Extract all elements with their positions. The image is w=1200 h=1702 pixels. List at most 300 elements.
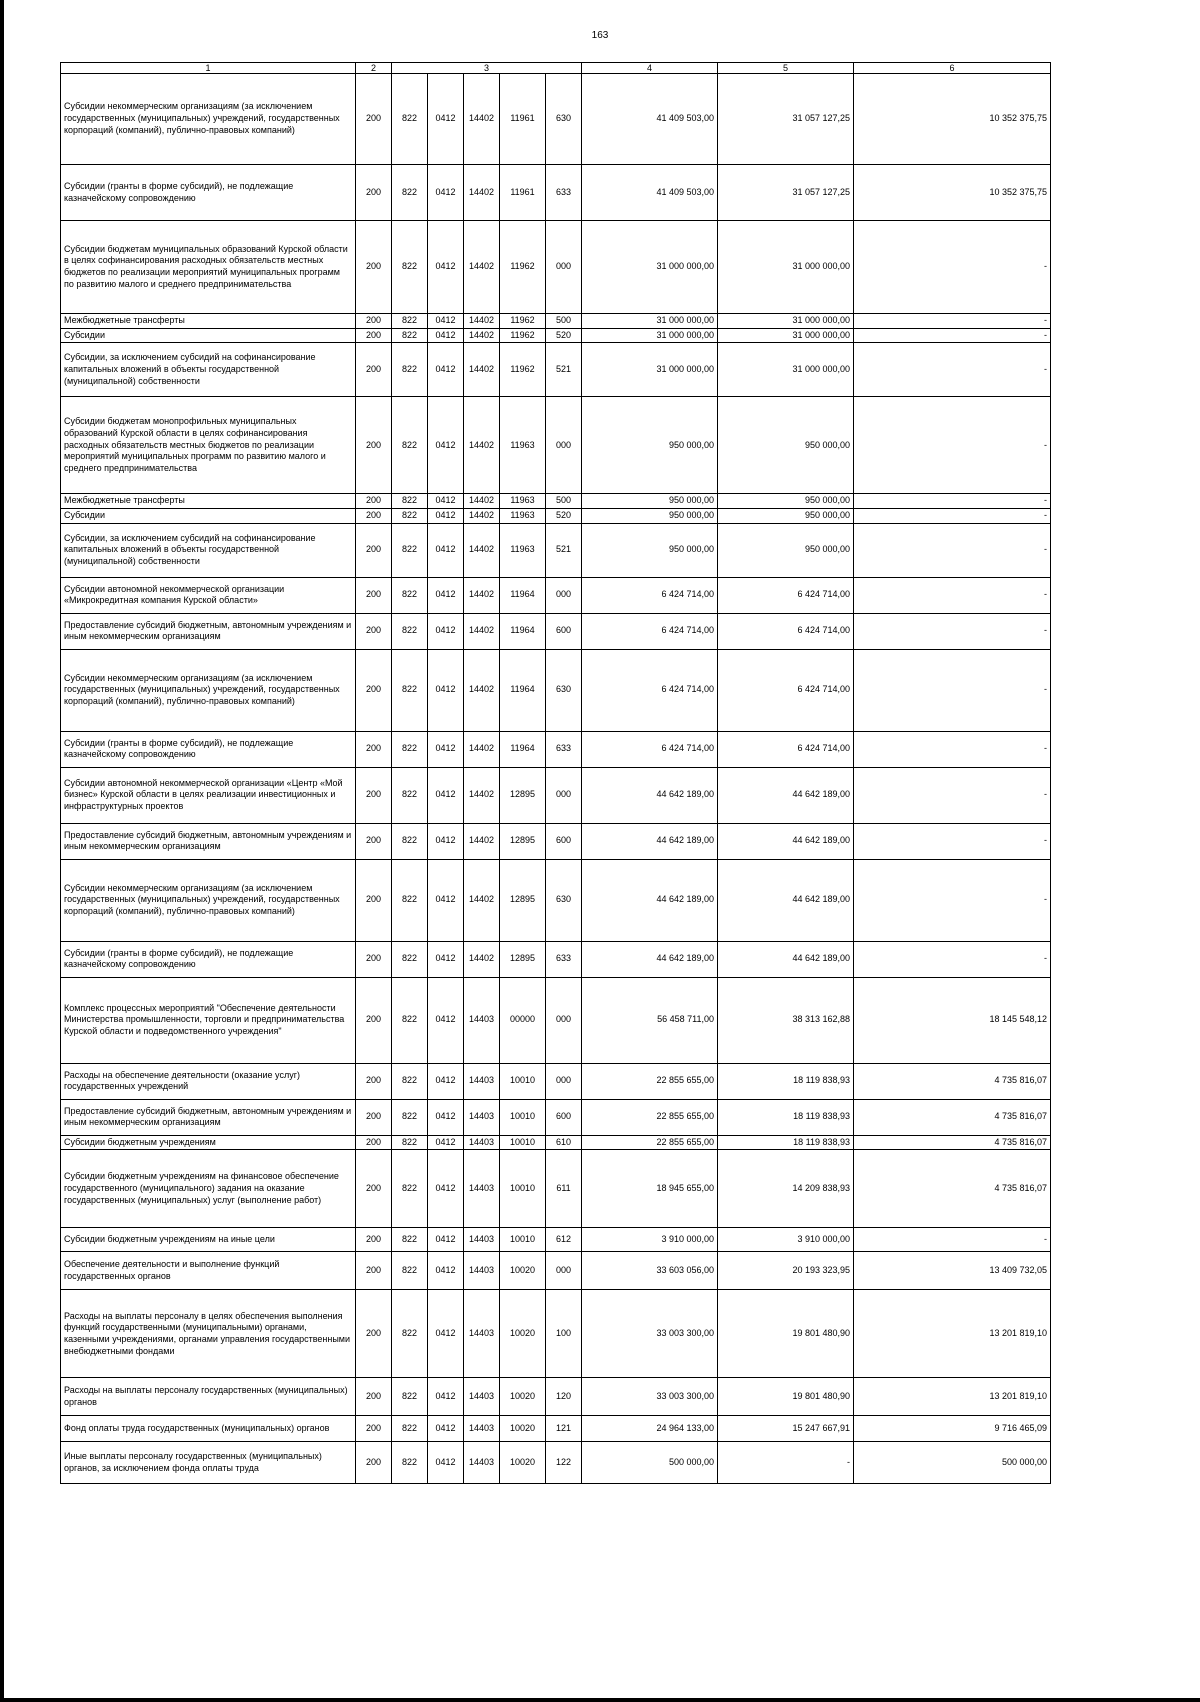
code-admin: 822 xyxy=(392,1290,428,1378)
code-admin: 822 xyxy=(392,859,428,941)
code-program: 14402 xyxy=(464,314,500,329)
code-col-2: 200 xyxy=(356,523,392,577)
row-name: Расходы на выплаты персоналу государственных (муниципальных) органов xyxy=(61,1378,356,1416)
row-name: Субсидии некоммерческим организациям (за исключением государственных (муниципальных) учреждений, государственных корпораций (компаний), публично-правовых компаний) xyxy=(61,74,356,165)
code-program: 14402 xyxy=(464,165,500,221)
code-program: 14403 xyxy=(464,1416,500,1442)
table-row xyxy=(61,523,1051,577)
row-name: Межбюджетные трансферты xyxy=(61,494,356,509)
code-expense-type: 600 xyxy=(546,1099,582,1135)
value-col-4: 44 642 189,00 xyxy=(582,859,718,941)
code-admin: 822 xyxy=(392,1063,428,1099)
code-section: 0412 xyxy=(428,1228,464,1252)
page-number: 163 xyxy=(591,30,609,41)
code-admin: 822 xyxy=(392,1252,428,1290)
value-col-4: 950 000,00 xyxy=(582,494,718,509)
code-expense-type: 612 xyxy=(546,1228,582,1252)
code-col-2: 200 xyxy=(356,859,392,941)
code-direction: 12895 xyxy=(500,767,546,823)
value-col-4: 6 424 714,00 xyxy=(582,731,718,767)
code-program: 14402 xyxy=(464,823,500,859)
code-admin: 822 xyxy=(392,1150,428,1228)
code-section: 0412 xyxy=(428,731,464,767)
value-col-5: 31 000 000,00 xyxy=(718,328,854,343)
code-direction: 11962 xyxy=(500,328,546,343)
value-col-4: 22 855 655,00 xyxy=(582,1099,718,1135)
table-row xyxy=(61,314,1051,329)
code-direction: 10010 xyxy=(500,1150,546,1228)
code-col-2: 200 xyxy=(356,221,392,314)
code-admin: 822 xyxy=(392,767,428,823)
code-col-2: 200 xyxy=(356,731,392,767)
code-admin: 822 xyxy=(392,941,428,977)
table-row xyxy=(61,494,1051,509)
row-name: Субсидии (гранты в форме субсидий), не подлежащие казначейскому сопровождению xyxy=(61,941,356,977)
value-col-5: 18 119 838,93 xyxy=(718,1063,854,1099)
code-program: 14402 xyxy=(464,767,500,823)
value-col-5: 19 801 480,90 xyxy=(718,1378,854,1416)
code-expense-type: 121 xyxy=(546,1416,582,1442)
row-name: Субсидии автономной некоммерческой организации «Микрокредитная компания Курской области» xyxy=(61,577,356,613)
value-col-6: 18 145 548,12 xyxy=(854,977,1051,1063)
code-admin: 822 xyxy=(392,1228,428,1252)
code-col-2: 200 xyxy=(356,1378,392,1416)
table-row xyxy=(61,977,1051,1063)
value-col-6: - xyxy=(854,767,1051,823)
code-expense-type: 521 xyxy=(546,523,582,577)
table-row xyxy=(61,613,1051,649)
code-expense-type: 600 xyxy=(546,823,582,859)
code-admin: 822 xyxy=(392,731,428,767)
row-name: Субсидии xyxy=(61,509,356,524)
value-col-4: 33 603 056,00 xyxy=(582,1252,718,1290)
code-admin: 822 xyxy=(392,328,428,343)
code-direction: 10020 xyxy=(500,1252,546,1290)
code-program: 14403 xyxy=(464,1252,500,1290)
value-col-6: 9 716 465,09 xyxy=(854,1416,1051,1442)
code-admin: 822 xyxy=(392,1378,428,1416)
code-section: 0412 xyxy=(428,1063,464,1099)
code-section: 0412 xyxy=(428,1135,464,1150)
code-program: 14403 xyxy=(464,1063,500,1099)
value-col-6: 4 735 816,07 xyxy=(854,1063,1051,1099)
code-expense-type: 633 xyxy=(546,165,582,221)
table-row xyxy=(61,823,1051,859)
code-program: 14402 xyxy=(464,731,500,767)
value-col-4: 31 000 000,00 xyxy=(582,221,718,314)
code-admin: 822 xyxy=(392,977,428,1063)
header-col-4: 4 xyxy=(582,63,718,74)
code-program: 14402 xyxy=(464,613,500,649)
value-col-6: - xyxy=(854,1228,1051,1252)
code-expense-type: 100 xyxy=(546,1290,582,1378)
code-direction: 10020 xyxy=(500,1442,546,1484)
value-col-6: - xyxy=(854,613,1051,649)
code-direction: 11963 xyxy=(500,397,546,494)
row-name: Предоставление субсидий бюджетным, автономным учреждениям и иным некоммерческим организациям xyxy=(61,1099,356,1135)
code-col-2: 200 xyxy=(356,1150,392,1228)
code-section: 0412 xyxy=(428,165,464,221)
value-col-6: - xyxy=(854,328,1051,343)
value-col-5: 44 642 189,00 xyxy=(718,767,854,823)
value-col-6: - xyxy=(854,509,1051,524)
row-name: Субсидии некоммерческим организациям (за исключением государственных (муниципальных) учреждений, государственных корпораций (компаний), публично-правовых компаний) xyxy=(61,859,356,941)
code-col-2: 200 xyxy=(356,494,392,509)
row-name: Субсидии, за исключением субсидий на софинансирование капитальных вложений в объекты государственной (муниципальной) собственности xyxy=(61,523,356,577)
value-col-5: 31 057 127,25 xyxy=(718,74,854,165)
code-expense-type: 611 xyxy=(546,1150,582,1228)
code-col-2: 200 xyxy=(356,1228,392,1252)
row-name: Субсидии бюджетам муниципальных образований Курской области в целях софинансирования расходных обязательств местных бюджетов по реализации мероприятий муниципальных программ по развитию малого и среднего предпринимательства xyxy=(61,221,356,314)
row-name: Субсидии некоммерческим организациям (за исключением государственных (муниципальных) учреждений, государственных корпораций (компаний), публично-правовых компаний) xyxy=(61,649,356,731)
code-expense-type: 000 xyxy=(546,397,582,494)
code-direction: 10020 xyxy=(500,1378,546,1416)
code-section: 0412 xyxy=(428,767,464,823)
value-col-4: 31 000 000,00 xyxy=(582,328,718,343)
code-program: 14402 xyxy=(464,328,500,343)
code-direction: 11962 xyxy=(500,314,546,329)
code-program: 14403 xyxy=(464,977,500,1063)
code-col-2: 200 xyxy=(356,613,392,649)
value-col-4: 44 642 189,00 xyxy=(582,941,718,977)
value-col-6: - xyxy=(854,731,1051,767)
code-admin: 822 xyxy=(392,397,428,494)
code-admin: 822 xyxy=(392,1442,428,1484)
row-name: Субсидии (гранты в форме субсидий), не подлежащие казначейскому сопровождению xyxy=(61,731,356,767)
code-col-2: 200 xyxy=(356,314,392,329)
table-row xyxy=(61,221,1051,314)
code-admin: 822 xyxy=(392,577,428,613)
code-expense-type: 630 xyxy=(546,859,582,941)
value-col-6: - xyxy=(854,859,1051,941)
code-col-2: 200 xyxy=(356,977,392,1063)
row-name: Субсидии (гранты в форме субсидий), не подлежащие казначейскому сопровождению xyxy=(61,165,356,221)
table-row xyxy=(61,859,1051,941)
row-name: Субсидии бюджетным учреждениям xyxy=(61,1135,356,1150)
row-name: Комплекс процессных мероприятий "Обеспечение деятельности Министерства промышленности, торговли и предпринимательства Курской области и подведомственного учреждения" xyxy=(61,977,356,1063)
code-program: 14403 xyxy=(464,1290,500,1378)
header-col-3: 3 xyxy=(392,63,582,74)
table-row xyxy=(61,1290,1051,1378)
code-admin: 822 xyxy=(392,314,428,329)
code-direction: 12895 xyxy=(500,859,546,941)
code-direction: 10010 xyxy=(500,1228,546,1252)
value-col-4: 950 000,00 xyxy=(582,523,718,577)
value-col-4: 22 855 655,00 xyxy=(582,1135,718,1150)
code-direction: 11963 xyxy=(500,509,546,524)
value-col-6: - xyxy=(854,523,1051,577)
code-col-2: 200 xyxy=(356,1063,392,1099)
table-row xyxy=(61,1099,1051,1135)
code-col-2: 200 xyxy=(356,74,392,165)
table-row xyxy=(61,165,1051,221)
value-col-4: 950 000,00 xyxy=(582,397,718,494)
code-expense-type: 633 xyxy=(546,941,582,977)
code-admin: 822 xyxy=(392,523,428,577)
value-col-5: 44 642 189,00 xyxy=(718,859,854,941)
value-col-4: 44 642 189,00 xyxy=(582,767,718,823)
value-col-4: 33 003 300,00 xyxy=(582,1378,718,1416)
table-row xyxy=(61,509,1051,524)
table-row xyxy=(61,1378,1051,1416)
code-section: 0412 xyxy=(428,859,464,941)
code-program: 14402 xyxy=(464,397,500,494)
table-row xyxy=(61,397,1051,494)
code-direction: 10010 xyxy=(500,1135,546,1150)
table-row xyxy=(61,577,1051,613)
value-col-6: 500 000,00 xyxy=(854,1442,1051,1484)
value-col-5: 950 000,00 xyxy=(718,397,854,494)
value-col-4: 6 424 714,00 xyxy=(582,577,718,613)
code-col-2: 200 xyxy=(356,1290,392,1378)
code-section: 0412 xyxy=(428,1378,464,1416)
code-admin: 822 xyxy=(392,649,428,731)
code-expense-type: 120 xyxy=(546,1378,582,1416)
row-name: Межбюджетные трансферты xyxy=(61,314,356,329)
code-program: 14402 xyxy=(464,221,500,314)
value-col-5: 44 642 189,00 xyxy=(718,941,854,977)
value-col-6: - xyxy=(854,221,1051,314)
code-admin: 822 xyxy=(392,1135,428,1150)
code-col-2: 200 xyxy=(356,823,392,859)
code-direction: 10010 xyxy=(500,1063,546,1099)
code-direction: 11964 xyxy=(500,649,546,731)
row-name: Субсидии бюджетным учреждениям на финансовое обеспечение государственного (муниципального) задания на оказание государственных (муниципальных) услуг (выполнение работ) xyxy=(61,1150,356,1228)
value-col-4: 24 964 133,00 xyxy=(582,1416,718,1442)
code-program: 14402 xyxy=(464,494,500,509)
code-section: 0412 xyxy=(428,509,464,524)
code-expense-type: 000 xyxy=(546,221,582,314)
code-program: 14403 xyxy=(464,1442,500,1484)
code-col-2: 200 xyxy=(356,941,392,977)
code-admin: 822 xyxy=(392,165,428,221)
code-program: 14403 xyxy=(464,1099,500,1135)
code-section: 0412 xyxy=(428,221,464,314)
row-name: Предоставление субсидий бюджетным, автономным учреждениям и иным некоммерческим организациям xyxy=(61,613,356,649)
code-section: 0412 xyxy=(428,941,464,977)
code-direction: 11964 xyxy=(500,613,546,649)
row-name: Субсидии бюджетам монопрофильных муниципальных образований Курской области в целях софинансирования расходных обязательств местных бюджетов по реализации мероприятий муниципальных программ по развитию малого и среднего предпринимательства xyxy=(61,397,356,494)
code-admin: 822 xyxy=(392,74,428,165)
code-section: 0412 xyxy=(428,1252,464,1290)
code-col-2: 200 xyxy=(356,1099,392,1135)
table-body xyxy=(61,74,1051,1484)
code-expense-type: 633 xyxy=(546,731,582,767)
value-col-6: - xyxy=(854,577,1051,613)
header-col-1: 1 xyxy=(61,63,356,74)
code-col-2: 200 xyxy=(356,767,392,823)
code-admin: 822 xyxy=(392,509,428,524)
value-col-6: - xyxy=(854,649,1051,731)
value-col-5: 31 000 000,00 xyxy=(718,343,854,397)
table-row xyxy=(61,1228,1051,1252)
value-col-4: 22 855 655,00 xyxy=(582,1063,718,1099)
row-name: Расходы на выплаты персоналу в целях обеспечения выполнения функций государственными (муниципальными) органами, казенными учреждениями, органами управления государственными внебюджетными фондами xyxy=(61,1290,356,1378)
code-section: 0412 xyxy=(428,613,464,649)
code-program: 14402 xyxy=(464,649,500,731)
value-col-4: 950 000,00 xyxy=(582,509,718,524)
value-col-6: 10 352 375,75 xyxy=(854,74,1051,165)
code-program: 14402 xyxy=(464,509,500,524)
table-row xyxy=(61,1252,1051,1290)
code-col-2: 200 xyxy=(356,577,392,613)
code-expense-type: 610 xyxy=(546,1135,582,1150)
value-col-4: 500 000,00 xyxy=(582,1442,718,1484)
code-section: 0412 xyxy=(428,1442,464,1484)
value-col-5: 20 193 323,95 xyxy=(718,1252,854,1290)
code-section: 0412 xyxy=(428,823,464,859)
value-col-4: 41 409 503,00 xyxy=(582,165,718,221)
value-col-6: - xyxy=(854,343,1051,397)
table-row xyxy=(61,767,1051,823)
code-admin: 822 xyxy=(392,494,428,509)
code-col-2: 200 xyxy=(356,397,392,494)
value-col-5: 15 247 667,91 xyxy=(718,1416,854,1442)
scan-border-left xyxy=(0,0,4,1702)
code-col-2: 200 xyxy=(356,649,392,731)
value-col-6: 10 352 375,75 xyxy=(854,165,1051,221)
value-col-5: 18 119 838,93 xyxy=(718,1135,854,1150)
code-section: 0412 xyxy=(428,1150,464,1228)
value-col-6: - xyxy=(854,314,1051,329)
scan-border-bottom xyxy=(0,1698,1200,1702)
table-row xyxy=(61,343,1051,397)
code-expense-type: 000 xyxy=(546,767,582,823)
budget-table xyxy=(60,62,1051,1484)
value-col-6: 4 735 816,07 xyxy=(854,1099,1051,1135)
value-col-6: 13 201 819,10 xyxy=(854,1378,1051,1416)
code-direction: 00000 xyxy=(500,977,546,1063)
row-name: Субсидии автономной некоммерческой организации «Центр «Мой бизнес» Курской области в целях реализации инвестиционных и инфраструктурных проектов xyxy=(61,767,356,823)
code-col-2: 200 xyxy=(356,1252,392,1290)
row-name: Расходы на обеспечение деятельности (оказание услуг) государственных учреждений xyxy=(61,1063,356,1099)
code-expense-type: 630 xyxy=(546,74,582,165)
value-col-5: 6 424 714,00 xyxy=(718,577,854,613)
code-direction: 11963 xyxy=(500,523,546,577)
code-expense-type: 000 xyxy=(546,977,582,1063)
code-section: 0412 xyxy=(428,328,464,343)
value-col-6: 4 735 816,07 xyxy=(854,1150,1051,1228)
code-admin: 822 xyxy=(392,823,428,859)
code-direction: 11964 xyxy=(500,577,546,613)
code-direction: 10020 xyxy=(500,1416,546,1442)
code-expense-type: 500 xyxy=(546,494,582,509)
code-section: 0412 xyxy=(428,314,464,329)
code-admin: 822 xyxy=(392,613,428,649)
code-section: 0412 xyxy=(428,577,464,613)
code-program: 14402 xyxy=(464,577,500,613)
code-section: 0412 xyxy=(428,494,464,509)
code-direction: 10010 xyxy=(500,1099,546,1135)
code-col-2: 200 xyxy=(356,1135,392,1150)
code-section: 0412 xyxy=(428,649,464,731)
code-program: 14402 xyxy=(464,523,500,577)
code-direction: 11961 xyxy=(500,165,546,221)
code-col-2: 200 xyxy=(356,1442,392,1484)
value-col-4: 6 424 714,00 xyxy=(582,649,718,731)
value-col-5: 18 119 838,93 xyxy=(718,1099,854,1135)
code-admin: 822 xyxy=(392,343,428,397)
row-name: Субсидии, за исключением субсидий на софинансирование капитальных вложений в объекты государственной (муниципальной) собственности xyxy=(61,343,356,397)
row-name: Субсидии xyxy=(61,328,356,343)
code-col-2: 200 xyxy=(356,165,392,221)
code-section: 0412 xyxy=(428,1416,464,1442)
code-section: 0412 xyxy=(428,523,464,577)
value-col-5: 950 000,00 xyxy=(718,523,854,577)
code-section: 0412 xyxy=(428,397,464,494)
value-col-4: 41 409 503,00 xyxy=(582,74,718,165)
value-col-6: 4 735 816,07 xyxy=(854,1135,1051,1150)
code-section: 0412 xyxy=(428,343,464,397)
code-expense-type: 600 xyxy=(546,613,582,649)
code-col-2: 200 xyxy=(356,1416,392,1442)
code-direction: 10020 xyxy=(500,1290,546,1378)
code-admin: 822 xyxy=(392,1416,428,1442)
value-col-4: 31 000 000,00 xyxy=(582,343,718,397)
value-col-4: 6 424 714,00 xyxy=(582,613,718,649)
code-col-2: 200 xyxy=(356,509,392,524)
code-program: 14402 xyxy=(464,859,500,941)
table-row xyxy=(61,731,1051,767)
code-direction: 11961 xyxy=(500,74,546,165)
code-program: 14402 xyxy=(464,343,500,397)
code-program: 14403 xyxy=(464,1135,500,1150)
code-expense-type: 000 xyxy=(546,1063,582,1099)
value-col-5: 950 000,00 xyxy=(718,509,854,524)
code-expense-type: 630 xyxy=(546,649,582,731)
value-col-6: 13 409 732,05 xyxy=(854,1252,1051,1290)
code-direction: 11963 xyxy=(500,494,546,509)
code-expense-type: 521 xyxy=(546,343,582,397)
value-col-5: 14 209 838,93 xyxy=(718,1150,854,1228)
table-row xyxy=(61,1442,1051,1484)
code-section: 0412 xyxy=(428,1290,464,1378)
value-col-4: 18 945 655,00 xyxy=(582,1150,718,1228)
value-col-4: 3 910 000,00 xyxy=(582,1228,718,1252)
row-name: Субсидии бюджетным учреждениям на иные цели xyxy=(61,1228,356,1252)
code-admin: 822 xyxy=(392,1099,428,1135)
table-row xyxy=(61,1063,1051,1099)
value-col-4: 31 000 000,00 xyxy=(582,314,718,329)
code-direction: 11962 xyxy=(500,343,546,397)
value-col-5: 6 424 714,00 xyxy=(718,613,854,649)
value-col-4: 33 003 300,00 xyxy=(582,1290,718,1378)
value-col-6: - xyxy=(854,494,1051,509)
row-name: Иные выплаты персоналу государственных (муниципальных) органов, за исключением фонда оплаты труда xyxy=(61,1442,356,1484)
code-expense-type: 520 xyxy=(546,509,582,524)
code-program: 14402 xyxy=(464,74,500,165)
code-section: 0412 xyxy=(428,977,464,1063)
code-program: 14402 xyxy=(464,941,500,977)
code-expense-type: 500 xyxy=(546,314,582,329)
row-name: Обеспечение деятельности и выполнение функций государственных органов xyxy=(61,1252,356,1290)
code-program: 14403 xyxy=(464,1378,500,1416)
table-row xyxy=(61,649,1051,731)
row-name: Фонд оплаты труда государственных (муниципальных) органов xyxy=(61,1416,356,1442)
value-col-5: 19 801 480,90 xyxy=(718,1290,854,1378)
value-col-5: 31 000 000,00 xyxy=(718,314,854,329)
code-section: 0412 xyxy=(428,74,464,165)
value-col-5: 44 642 189,00 xyxy=(718,823,854,859)
code-col-2: 200 xyxy=(356,328,392,343)
value-col-5: 38 313 162,88 xyxy=(718,977,854,1063)
table-row xyxy=(61,1150,1051,1228)
code-program: 14403 xyxy=(464,1150,500,1228)
code-expense-type: 000 xyxy=(546,1252,582,1290)
value-col-5: - xyxy=(718,1442,854,1484)
code-expense-type: 000 xyxy=(546,577,582,613)
header-col-2: 2 xyxy=(356,63,392,74)
